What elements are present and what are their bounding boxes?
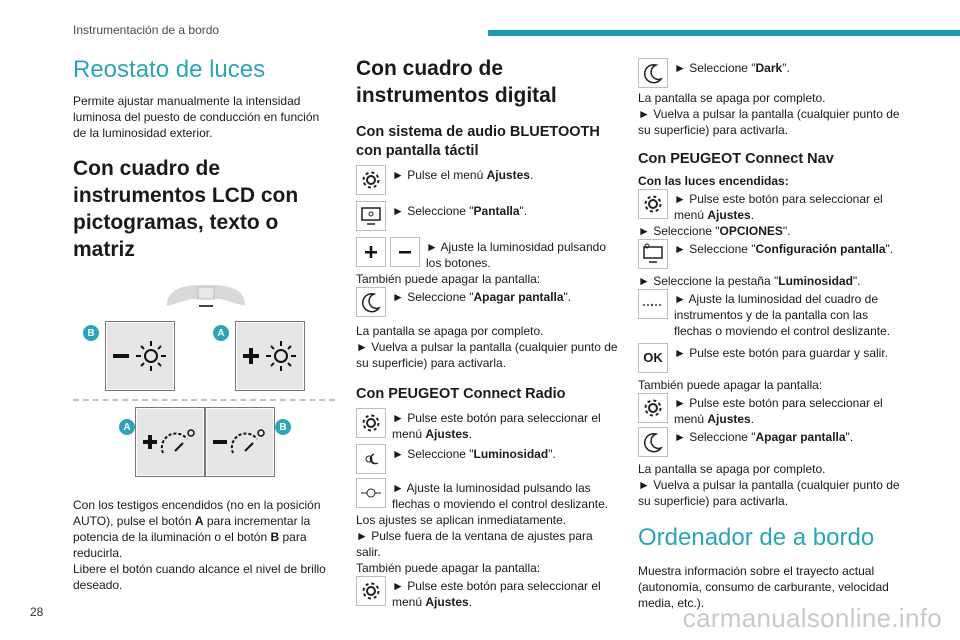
plus-minus-buttons [356, 237, 420, 267]
badge-b-2: B [275, 419, 291, 435]
also-text: También puede apagar la pantalla: [356, 561, 541, 575]
applied-text: Los ajustes se aplican inmediatamente. [356, 513, 567, 527]
minus-icon [394, 241, 416, 263]
step-text [386, 576, 618, 610]
dim-minus-button[interactable] [105, 321, 175, 391]
heading-digital-cluster: Con cuadro de instrumentos digital [356, 57, 557, 107]
step-text [668, 58, 900, 76]
text-bold: Apagar pantalla [473, 290, 564, 304]
text-bold: B [270, 530, 280, 544]
divider-dashed [73, 399, 335, 401]
text-bold: Ajustes [707, 412, 751, 426]
slider-icon [360, 482, 382, 504]
moon-icon [642, 431, 664, 453]
text-run: . [468, 427, 473, 441]
instrument-cluster-icon [161, 277, 251, 311]
text-run: ► Seleccione " [392, 447, 474, 461]
heading-bluetooth: Con sistema de audio BLUETOOTH con pantalla táctil [356, 124, 600, 159]
step-nav-screen-off [638, 427, 900, 457]
gear-icon [360, 412, 382, 434]
text-run: ► Seleccione " [392, 204, 474, 218]
step-luminosity [356, 444, 618, 474]
step-text [386, 287, 618, 305]
off-text: La pantalla se apaga por completo. [356, 324, 544, 338]
badge-a: A [213, 325, 229, 341]
text-bold: Ajustes [425, 595, 469, 609]
screen-brightness-icon [360, 205, 382, 227]
text-bold: Configuración pantalla [755, 242, 886, 256]
text-run: ► Seleccione " [674, 430, 756, 444]
text-bold: Luminosidad [473, 447, 549, 461]
running-header: Instrumentación de a bordo [73, 23, 220, 37]
moon-icon [360, 291, 382, 313]
step-text [668, 189, 900, 223]
text-bold: Ajustes [707, 208, 751, 222]
step-radio-settings-2 [356, 576, 618, 610]
text-run: ► Seleccione " [638, 224, 720, 238]
heading-lcd-cluster: Con cuadro de instrumentos LCD con pictogramas, texto o matriz [73, 157, 299, 261]
step-text: ► Ajuste la luminosidad pulsando los botones. [426, 240, 606, 270]
step-adjust [356, 237, 618, 271]
text-run: . [529, 168, 534, 182]
badge-b: B [83, 325, 99, 341]
text-run: ► Pulse este botón para seleccionar el menú [392, 411, 601, 441]
plus-dashboard-light-icon [141, 425, 199, 459]
off-text: La pantalla se apaga por completo. [638, 91, 826, 105]
screen-off-button[interactable] [356, 287, 386, 317]
press-text: ► Vuelva a pulsar la pantalla (cualquier punto de su superficie) para activarla. [356, 340, 618, 370]
plus-brightness-icon [241, 339, 299, 373]
text-run: ". [845, 430, 854, 444]
text-run: Con los testigos encendidos (no en la posición AUTO), pulse el botón [73, 498, 321, 528]
screen-config-icon [642, 243, 664, 265]
text-bold: A [194, 514, 204, 528]
screen-off-button[interactable] [638, 427, 668, 457]
settings-button[interactable] [638, 189, 668, 219]
step-text [386, 165, 618, 183]
screen-config-button[interactable] [638, 239, 668, 269]
text-bold: Pantalla [473, 204, 520, 218]
step-text [668, 427, 900, 445]
step-nav-settings [638, 189, 900, 223]
gear-icon [360, 169, 382, 191]
text-run: ► Pulse el menú [392, 168, 487, 182]
instructions-paragraph [73, 497, 335, 561]
gear-icon [642, 193, 664, 215]
text-run: ► Pulse este botón para seleccionar el menú [674, 396, 883, 426]
text-run: . [750, 412, 755, 426]
dim-plus-button[interactable] [235, 321, 305, 391]
gear-icon [360, 580, 382, 602]
exit-text: ► Pulse fuera de la ventana de ajustes para salir. [356, 529, 593, 559]
step-radio-settings [356, 408, 618, 442]
rheostat-illustration [73, 277, 335, 487]
release-paragraph: Libere el botón cuando alcance el nivel de brillo deseado. [73, 562, 326, 592]
off-text: La pantalla se apaga por completo. [638, 462, 826, 476]
badge-a-2: A [119, 419, 135, 435]
step-text [386, 444, 618, 462]
text-run: . [750, 208, 755, 222]
tab-text [638, 273, 900, 289]
trip-info-text: Muestra información sobre el trayecto actual (autonomía, consumo de carburante, velocidad media, etc.). [638, 564, 889, 610]
section-title-trip-computer: Ordenador de a bordo [638, 524, 875, 551]
step-display [356, 201, 618, 231]
also-text: También puede apagar la pantalla: [356, 272, 541, 286]
press-text: ► Vuelva a pulsar la pantalla (cualquier punto de su superficie) para activarla. [638, 107, 900, 137]
intro-text: Permite ajustar manualmente la intensidad luminosa del puesto de conducción en función de la luminosidad exterior. [73, 94, 320, 140]
text-bold: Apagar pantalla [755, 430, 846, 444]
step-nav-settings-2 [638, 393, 900, 427]
text-bold: OPCIONES [719, 224, 783, 238]
text-run: ". [519, 204, 528, 218]
minus-button[interactable] [390, 237, 420, 267]
heading-connect-nav: Con PEUGEOT Connect Nav [638, 151, 834, 167]
press-text: ► Vuelva a pulsar la pantalla (cualquier punto de su superficie) para activarla. [638, 478, 900, 508]
minus-dashboard-light-icon [211, 425, 269, 459]
step-text: ► Ajuste la luminosidad del cuadro de instrumentos y de la pantalla con las flechas o moviendo el control deslizante. [674, 292, 891, 338]
text-run: ". [782, 61, 790, 75]
step-ok [638, 343, 900, 373]
dim-plus-button-2[interactable] [135, 407, 205, 477]
plus-icon [360, 241, 382, 263]
ok-button[interactable]: OK [638, 343, 668, 373]
text-run: ► Pulse este botón para seleccionar el menú [392, 579, 601, 609]
text-bold: Luminosidad [778, 274, 853, 288]
column-left [73, 55, 335, 593]
step-adjust-nav [638, 289, 900, 339]
also-text: También puede apagar la pantalla: [638, 378, 823, 392]
options-text [638, 223, 900, 239]
text-bold: Ajustes [486, 168, 530, 182]
step-text [668, 239, 900, 257]
settings-button[interactable] [356, 165, 386, 195]
page-number: 28 [30, 605, 44, 619]
step-text [386, 408, 618, 442]
step-text: ► Pulse este botón para guardar y salir. [674, 346, 888, 360]
settings-button[interactable] [356, 576, 386, 606]
text-bold: Dark [755, 61, 783, 75]
gear-icon [642, 397, 664, 419]
settings-button[interactable] [356, 408, 386, 438]
step-screen-config [638, 239, 900, 269]
text-run: ". [782, 224, 791, 238]
luminosity-button[interactable] [356, 444, 386, 474]
header-accent-bar [488, 30, 960, 36]
text-run: para reducirla. [73, 530, 307, 560]
display-button[interactable] [356, 201, 386, 231]
text-run: ► Seleccione la pestaña " [638, 274, 779, 288]
step-screen-off [356, 287, 618, 317]
text-bold: Ajustes [425, 427, 469, 441]
dots-slider-button[interactable] [638, 289, 668, 319]
text-run: ► Seleccione " [674, 242, 756, 256]
column-middle [356, 55, 618, 610]
heading-connect-radio: Con PEUGEOT Connect Radio [356, 386, 566, 402]
text-run: ► Seleccione " [392, 290, 474, 304]
text-run: ► Pulse este botón para seleccionar el menú [674, 192, 883, 222]
slider-button[interactable] [356, 478, 386, 508]
settings-button[interactable] [638, 393, 668, 423]
dots-slider-icon [642, 293, 664, 315]
step-text [386, 201, 618, 219]
sun-moon-icon [360, 448, 382, 470]
step-text: ► Ajuste la luminosidad pulsando las flechas o moviendo el control deslizante. [392, 481, 609, 511]
text-run: ► Seleccione " [674, 61, 756, 75]
watermark: carmanualsonline.info [682, 603, 942, 633]
text-run: . [468, 595, 473, 609]
step-settings [356, 165, 618, 195]
lights-on-label: Con las luces encendidas: [638, 174, 789, 188]
minus-brightness-icon [111, 339, 169, 373]
dim-minus-button-2[interactable] [205, 407, 275, 477]
step-text [668, 393, 900, 427]
text-run: ". [852, 274, 861, 288]
dark-button[interactable] [638, 58, 668, 88]
step-dark [638, 58, 900, 88]
text-run: para incrementar la potencia de la iluminación o el botón [73, 514, 311, 544]
text-run: ". [548, 447, 556, 461]
moon-icon [642, 62, 664, 84]
column-right [638, 58, 900, 611]
section-title-rheostat: Reostato de luces [73, 56, 266, 83]
plus-button[interactable] [356, 237, 386, 267]
step-slider [356, 478, 618, 512]
text-run: ". [885, 242, 894, 256]
text-run: ". [563, 290, 572, 304]
